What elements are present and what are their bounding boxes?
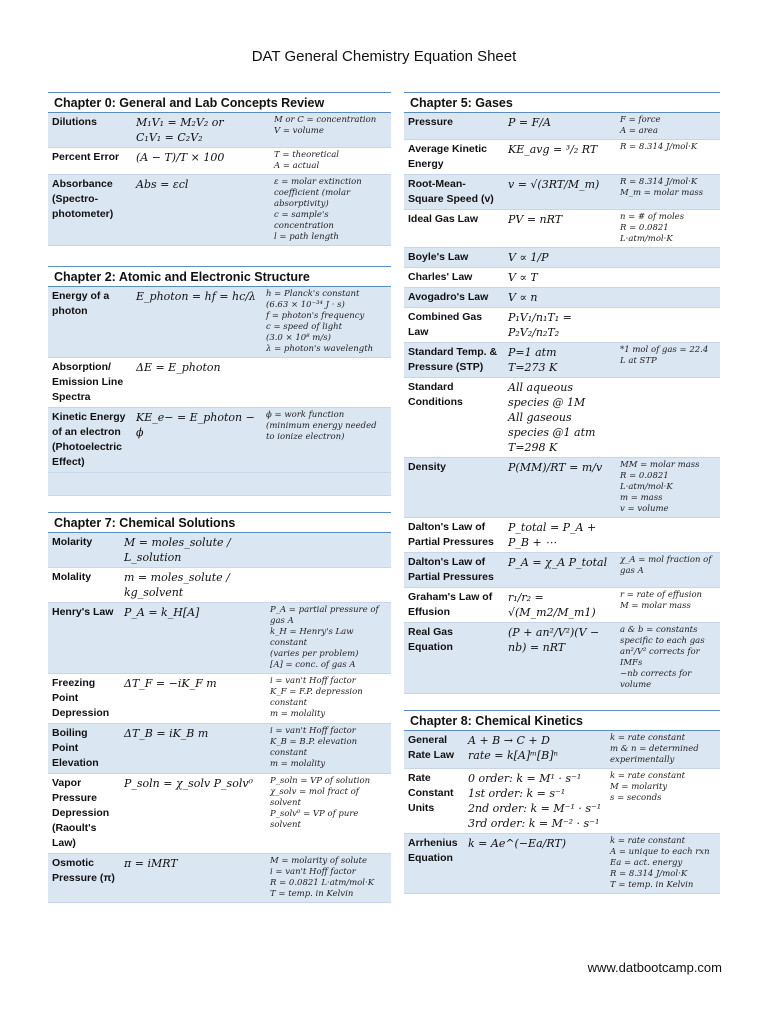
section-heading: Chapter 0: General and Lab Concepts Review xyxy=(48,92,391,113)
equation-variables: M or C = concentration V = volume xyxy=(270,113,391,148)
equation-name: Vapor Pressure Depression (Raoult's Law) xyxy=(48,774,120,854)
equation-variables: ϕ = work function (minimum energy needed to ionize electron) xyxy=(262,408,391,473)
page-title: DAT General Chemistry Equation Sheet xyxy=(251,48,517,65)
equation-formula: M = moles_solute / L_solution xyxy=(120,533,266,568)
equation-formula: V ∝ 1/P xyxy=(504,248,616,268)
equation-formula: P_total = P_A + P_B + ⋯ xyxy=(504,518,616,553)
equation-name: Absorbance (Spectro-photometer) xyxy=(48,175,132,246)
equation-name: Ideal Gas Law xyxy=(404,210,504,248)
equation-formula: M₁V₁ = M₂V₂ or C₁V₁ = C₂V₂ xyxy=(132,113,270,148)
equation-table xyxy=(404,113,720,694)
equation-name: Pressure xyxy=(404,113,504,140)
equation-variables xyxy=(616,288,720,308)
equation-variables: a & b = constants specific to each gas an²/V² corrects for IMFs −nb corrects for volume xyxy=(616,623,720,694)
equation-name: Absorption/ Emission Line Spectra xyxy=(48,358,132,408)
equation-formula: P_soln = χ_solv P_solv⁰ xyxy=(120,774,266,854)
equation-name: Dilutions xyxy=(48,113,132,148)
table-row xyxy=(404,588,720,623)
equation-name: Density xyxy=(404,458,504,518)
table-row xyxy=(404,458,720,518)
equation-variables xyxy=(616,378,720,458)
equation-formula: (A − T)/T × 100 xyxy=(132,148,270,175)
equation-name: Avogadro's Law xyxy=(404,288,504,308)
section-ch2 xyxy=(48,266,391,496)
equation-name: General Rate Law xyxy=(404,731,464,769)
equation-name: Arrhenius Equation xyxy=(404,834,464,894)
equation-formula: P(MM)/RT = m/v xyxy=(504,458,616,518)
equation-name: Graham's Law of Effusion xyxy=(404,588,504,623)
equation-name: Henry's Law xyxy=(48,603,120,674)
equation-variables: h = Planck's constant (6.63 × 10⁻³⁴ J · s) f = photon's frequency c = speed of light (3.0 × 10⁸ m/s) λ = photon's wavelength xyxy=(262,287,391,358)
section-ch7 xyxy=(48,512,391,903)
equation-name: Boiling Point Elevation xyxy=(48,724,120,774)
table-row xyxy=(48,287,391,358)
table-row xyxy=(48,408,391,473)
table-row xyxy=(48,148,391,175)
table-row xyxy=(404,210,720,248)
table-row xyxy=(404,769,720,834)
equation-name: Freezing Point Depression xyxy=(48,674,120,724)
equation-formula: V ∝ T xyxy=(504,268,616,288)
equation-variables xyxy=(266,568,391,603)
equation-table xyxy=(404,731,720,894)
equation-formula: m = moles_solute / kg_solvent xyxy=(120,568,266,603)
equation-name: Charles' Law xyxy=(404,268,504,288)
equation-variables: P_soln = VP of solution χ_solv = mol fract of solvent P_solv⁰ = VP of pure solvent xyxy=(266,774,391,854)
table-row xyxy=(48,113,391,148)
table-row xyxy=(404,248,720,268)
section-ch8 xyxy=(404,710,720,894)
equation-table xyxy=(48,533,391,903)
equation-variables: n = # of moles R = 0.0821 L·atm/mol·K xyxy=(616,210,720,248)
table-row xyxy=(404,308,720,343)
table-row xyxy=(404,343,720,378)
equation-formula: P_A = χ_A P_total xyxy=(504,553,616,588)
table-row xyxy=(404,268,720,288)
equation-variables: k = rate constant A = unique to each rxn Ea = act. energy R = 8.314 J/mol·K T = temp. in Kelvin xyxy=(606,834,720,894)
equation-name: Rate Constant Units xyxy=(404,769,464,834)
table-row xyxy=(48,674,391,724)
table-row xyxy=(404,140,720,175)
equation-formula: KE_e− = E_photon − ϕ xyxy=(132,408,262,473)
equation-variables: F = force A = area xyxy=(616,113,720,140)
equation-formula: v = √(3RT/M_m) xyxy=(504,175,616,210)
equation-formula: 0 order: k = M¹ · s⁻¹ 1st order: k = s⁻¹ 2nd order: k = M⁻¹ · s⁻¹ 3rd order: k = M⁻² · s⁻¹ xyxy=(464,769,606,834)
equation-variables xyxy=(616,518,720,553)
section-ch5 xyxy=(404,92,720,694)
equation-formula: P₁V₁/n₁T₁ = P₂V₂/n₂T₂ xyxy=(504,308,616,343)
table-row xyxy=(404,518,720,553)
equation-name: Real Gas Equation xyxy=(404,623,504,694)
equation-name: Average Kinetic Energy xyxy=(404,140,504,175)
table-row xyxy=(48,568,391,603)
equation-variables: R = 8.314 J/mol·K M_m = molar mass xyxy=(616,175,720,210)
equation-variables: χ_A = mol fraction of gas A xyxy=(616,553,720,588)
table-row xyxy=(404,113,720,140)
equation-variables: k = rate constant m & n = determined experimentally xyxy=(606,731,720,769)
equation-formula: (P + an²/V²)(V − nb) = nRT xyxy=(504,623,616,694)
equation-variables xyxy=(616,308,720,343)
table-row xyxy=(48,358,391,408)
equation-formula: k = Ae^(−Ea/RT) xyxy=(464,834,606,894)
equation-name: Kinetic Energy of an electron (Photoelectric Effect) xyxy=(48,408,132,473)
equation-name: Combined Gas Law xyxy=(404,308,504,343)
equation-variables xyxy=(616,248,720,268)
equation-formula: PV = nRT xyxy=(504,210,616,248)
equation-name: Molality xyxy=(48,568,120,603)
section-heading: Chapter 2: Atomic and Electronic Structure xyxy=(48,266,391,287)
equation-formula: E_photon = hf = hc/λ xyxy=(132,287,262,358)
table-row xyxy=(48,724,391,774)
equation-formula: ΔT_B = iK_B m xyxy=(120,724,266,774)
equation-formula: P = F/A xyxy=(504,113,616,140)
equation-name: Osmotic Pressure (π) xyxy=(48,854,120,903)
equation-variables xyxy=(616,268,720,288)
table-row xyxy=(404,288,720,308)
equation-formula: ΔE = E_photon xyxy=(132,358,262,408)
table-row xyxy=(404,834,720,894)
equation-variables: k = rate constant M = molarity s = seconds xyxy=(606,769,720,834)
equation-formula: P_A = k_H[A] xyxy=(120,603,266,674)
footer-url: www.datbootcamp.com xyxy=(587,960,722,975)
equation-table xyxy=(48,113,391,246)
table-row xyxy=(48,774,391,854)
filler-row xyxy=(48,473,391,496)
table-row xyxy=(404,175,720,210)
equation-name: Boyle's Law xyxy=(404,248,504,268)
section-heading: Chapter 8: Chemical Kinetics xyxy=(404,710,720,731)
equation-variables: *1 mol of gas = 22.4 L at STP xyxy=(616,343,720,378)
equation-name: Molarity xyxy=(48,533,120,568)
table-row xyxy=(48,603,391,674)
section-ch0 xyxy=(48,92,391,246)
table-row xyxy=(48,175,391,246)
equation-name: Dalton's Law of Partial Pressures xyxy=(404,518,504,553)
equation-formula: V ∝ n xyxy=(504,288,616,308)
equation-name: Energy of a photon xyxy=(48,287,132,358)
equation-variables: T = theoretical A = actual xyxy=(270,148,391,175)
equation-variables: MM = molar mass R = 0.0821 L·atm/mol·K m = mass v = volume xyxy=(616,458,720,518)
table-row xyxy=(404,731,720,769)
equation-variables: ε = molar extinction coefficient (molar absorptivity) c = sample's concentration l = path length xyxy=(270,175,391,246)
equation-formula: ΔT_F = −iK_F m xyxy=(120,674,266,724)
equation-variables: i = van't Hoff factor K_F = F.P. depression constant m = molality xyxy=(266,674,391,724)
equation-formula: π = iMRT xyxy=(120,854,266,903)
equation-variables: M = molarity of solute i = van't Hoff factor R = 0.0821 L·atm/mol·K T = temp. in Kelvin xyxy=(266,854,391,903)
equation-formula: A + B → C + D rate = k[A]ᵐ[B]ⁿ xyxy=(464,731,606,769)
equation-variables: r = rate of effusion M = molar mass xyxy=(616,588,720,623)
equation-formula: Abs = εcl xyxy=(132,175,270,246)
equation-variables xyxy=(266,533,391,568)
equation-variables: i = van't Hoff factor K_B = B.P. elevation constant m = molality xyxy=(266,724,391,774)
equation-table xyxy=(48,287,391,473)
equation-variables xyxy=(262,358,391,408)
equation-name: Root-Mean-Square Speed (v) xyxy=(404,175,504,210)
equation-name: Standard Temp. & Pressure (STP) xyxy=(404,343,504,378)
equation-variables: R = 8.314 J/mol·K xyxy=(616,140,720,175)
equation-variables: P_A = partial pressure of gas A k_H = Henry's Law constant (varies per problem) [A] = conc. of gas A xyxy=(266,603,391,674)
table-row xyxy=(404,378,720,458)
equation-name: Dalton's Law of Partial Pressures xyxy=(404,553,504,588)
table-row xyxy=(404,623,720,694)
equation-name: Standard Conditions xyxy=(404,378,504,458)
equation-formula: P=1 atm T=273 K xyxy=(504,343,616,378)
table-row xyxy=(404,553,720,588)
equation-formula: KE_avg = ³/₂ RT xyxy=(504,140,616,175)
table-row xyxy=(48,854,391,903)
section-heading: Chapter 7: Chemical Solutions xyxy=(48,512,391,533)
equation-name: Percent Error xyxy=(48,148,132,175)
section-heading: Chapter 5: Gases xyxy=(404,92,720,113)
table-row xyxy=(48,533,391,568)
equation-formula: All aqueous species @ 1M All gaseous species @1 atm T=298 K xyxy=(504,378,616,458)
equation-formula: r₁/r₂ = √(M_m2/M_m1) xyxy=(504,588,616,623)
